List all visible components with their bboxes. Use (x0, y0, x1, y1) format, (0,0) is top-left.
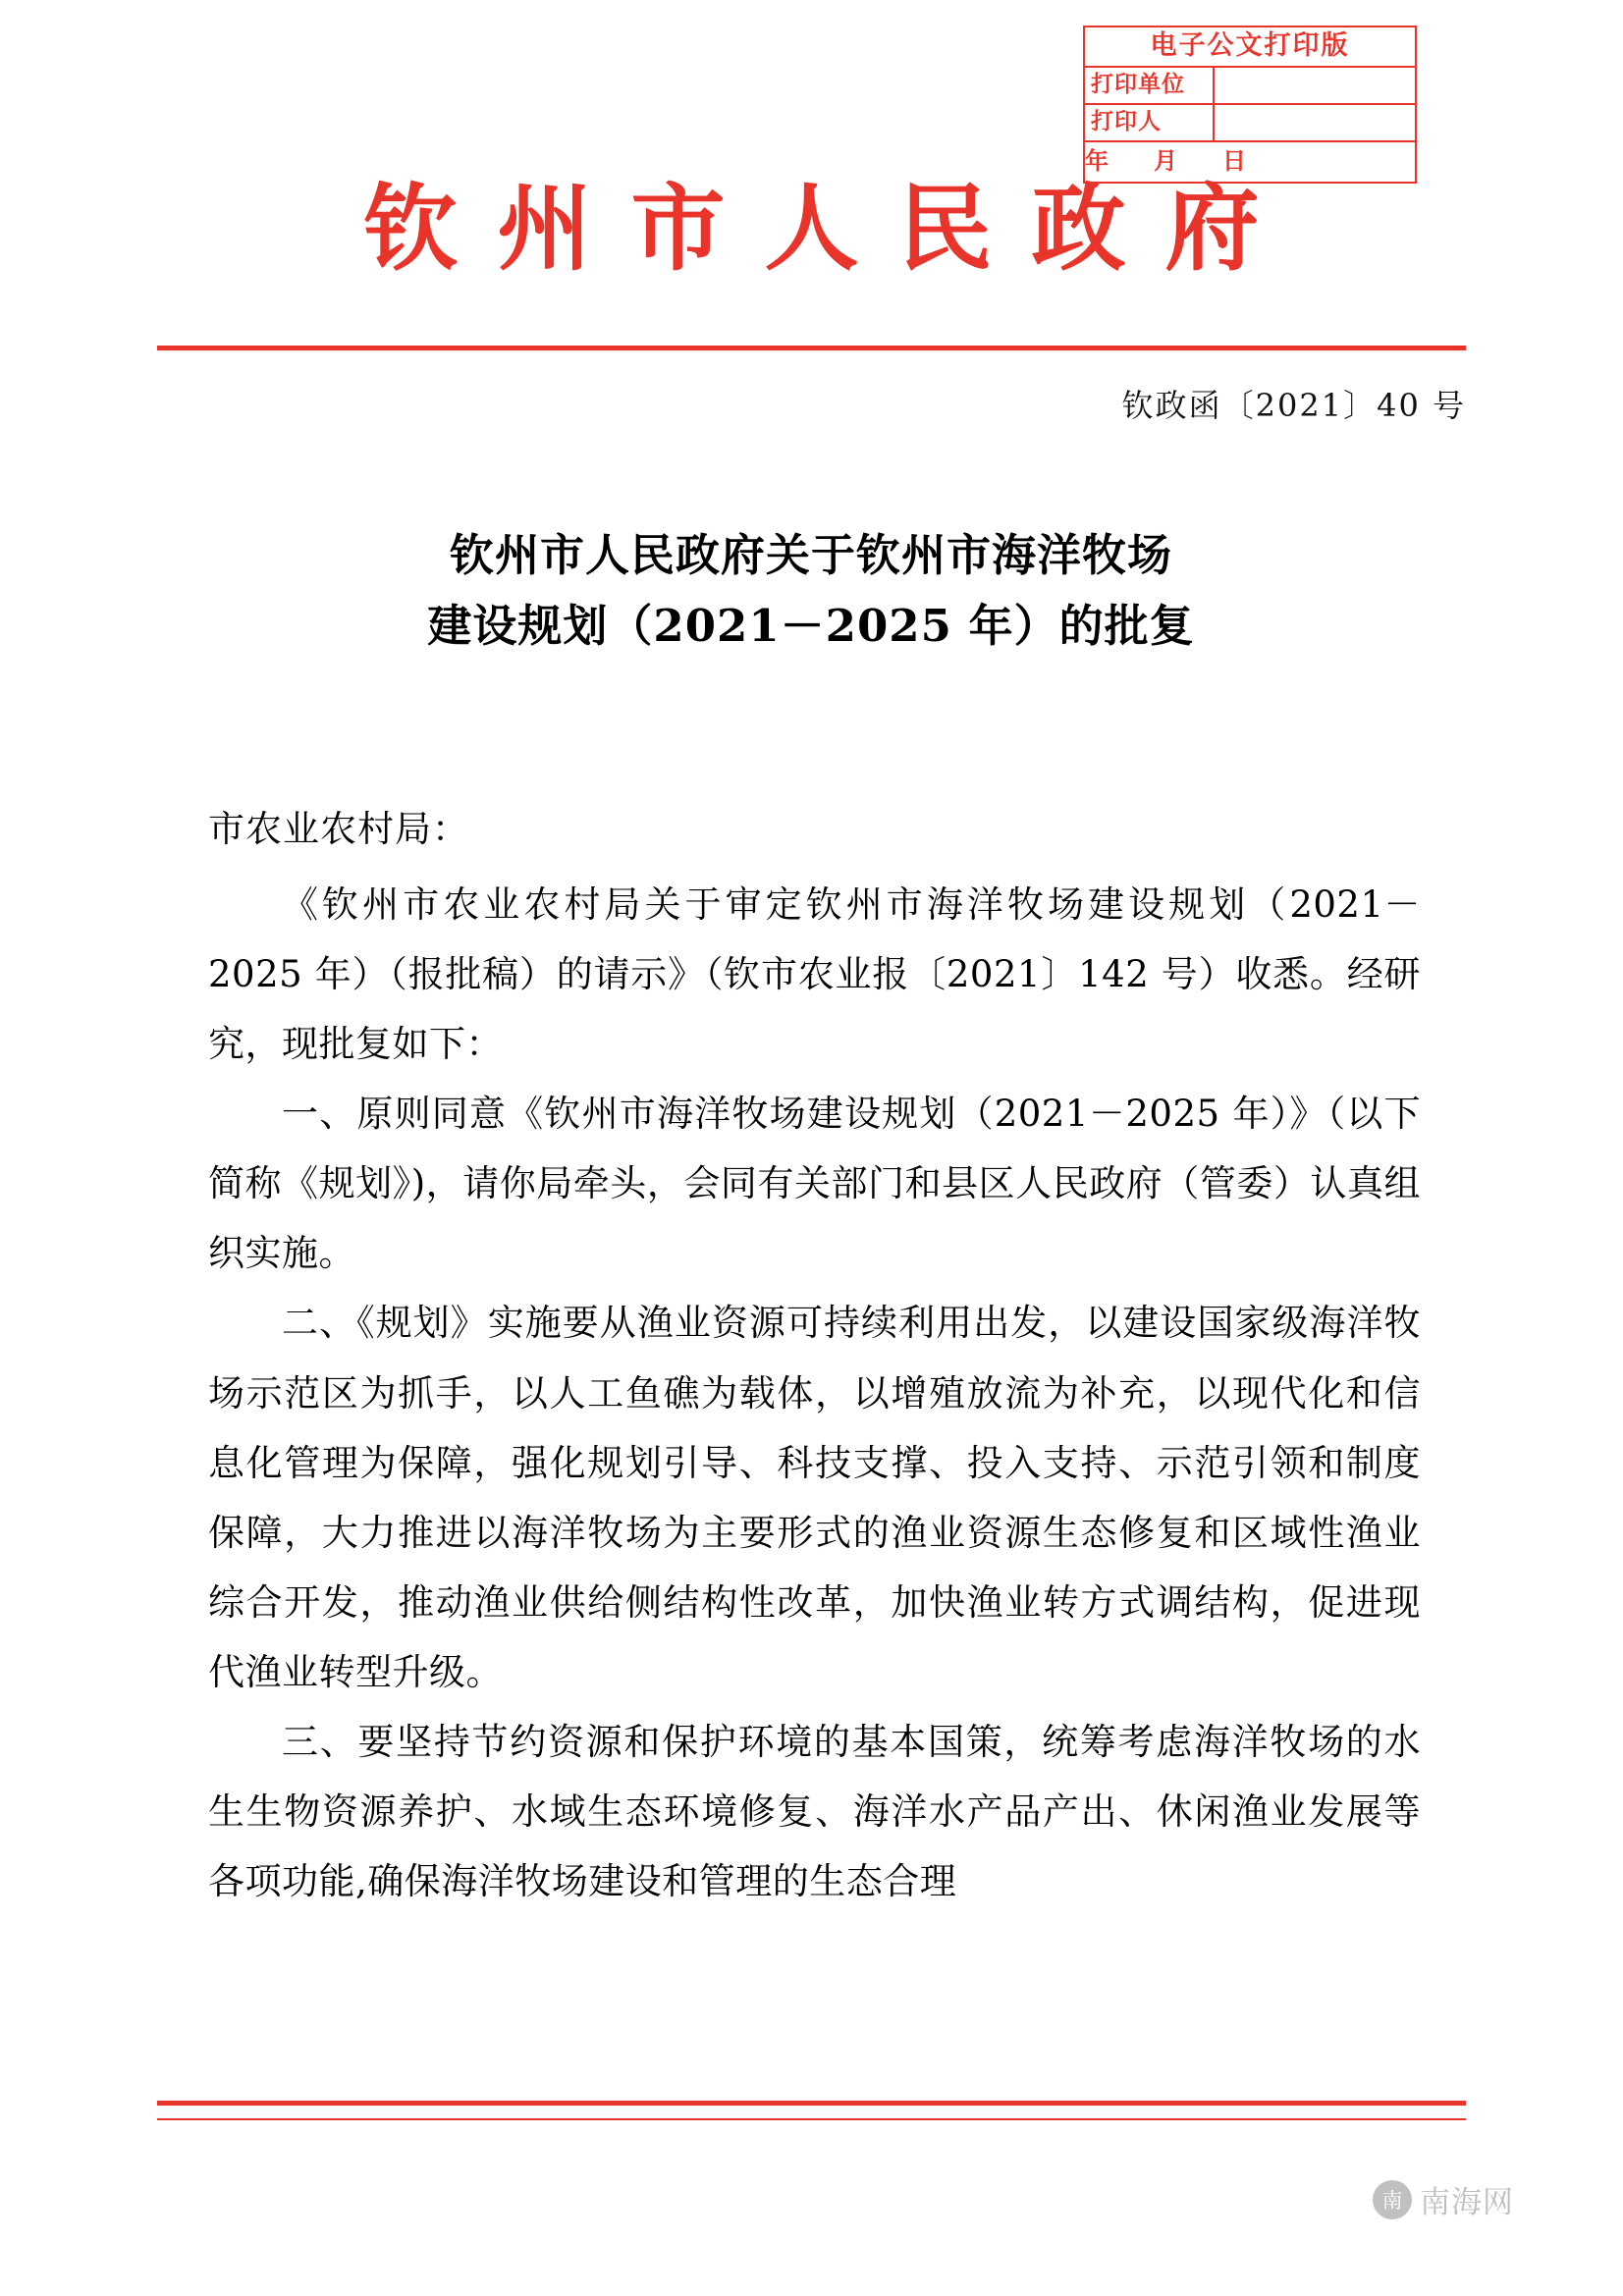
print-person-value (1215, 105, 1415, 140)
page-title-line-2: 建设规划（2021－2025 年）的批复 (427, 600, 1195, 652)
masthead-title: 钦州市人民政府 (363, 173, 1299, 284)
print-month-label: 月 (1154, 147, 1177, 175)
print-stamp-title: 电子公文打印版 (1150, 30, 1350, 61)
footer-red-rule-thin (157, 2118, 1466, 2120)
paragraph-4: 三、要坚持节约资源和保护环境的基本国策，统筹考虑海洋牧场的水生生物资源养护、水域生态环境修复、海洋水产品产出、休闲渔业发展等各项功能,确保海洋牧场建设和管理的生态合理 (208, 1720, 1421, 1902)
print-stamp-person-row (1085, 105, 1415, 142)
paragraph-1: 《钦州市农业农村局关于审定钦州市海洋牧场建设规划（2021－2025 年）（报批稿）的请示》（钦市农业报〔2021〕142 号）收悉。经研究，现批复如下： (208, 883, 1421, 1066)
header-red-rule (157, 346, 1466, 350)
print-unit-label: 打印单位 (1085, 68, 1215, 103)
document-body (208, 795, 1421, 1916)
print-year-label: 年 (1085, 147, 1109, 175)
document-number: 钦政函〔2021〕40 号 (1121, 387, 1466, 424)
print-day-label: 日 (1222, 147, 1246, 175)
paragraph-2: 一、原则同意《钦州市海洋牧场建设规划（2021－2025 年）》（以下简称《规划》)，请你局牵头，会同有关部门和县区人民政府（管委）认真组织实施。 (208, 1093, 1421, 1275)
salutation: 市农业农村局： (208, 808, 469, 850)
footer-red-rule-thick (157, 2101, 1466, 2106)
watermark-text: 南海网 (1420, 2185, 1514, 2220)
page-title-line-1: 钦州市人民政府关于钦州市海洋牧场 (449, 529, 1172, 581)
print-person-label: 打印人 (1085, 105, 1215, 140)
watermark (1373, 2177, 1514, 2221)
paragraph-3: 二、《规划》实施要从渔业资源可持续利用出发，以建设国家级海洋牧场示范区为抓手，以人工鱼礁为载体，以增殖放流为补充，以现代化和信息化管理为保障，强化规划引导、科技支撑、投入支持、示范引领和制度保障，大力推进以海洋牧场为主要形式的渔业资源生态修复和区域性渔业综合开发，推动渔业供给侧结构性改革，加快渔业转方式调结构，促进现代渔业转型升级。 (208, 1302, 1421, 1693)
print-stamp-unit-row (1085, 68, 1415, 105)
watermark-badge-icon: 南 (1373, 2180, 1412, 2219)
print-unit-value (1215, 68, 1415, 103)
print-stamp-title-row (1085, 27, 1415, 68)
print-stamp-box (1083, 26, 1417, 184)
page-title (222, 520, 1400, 662)
